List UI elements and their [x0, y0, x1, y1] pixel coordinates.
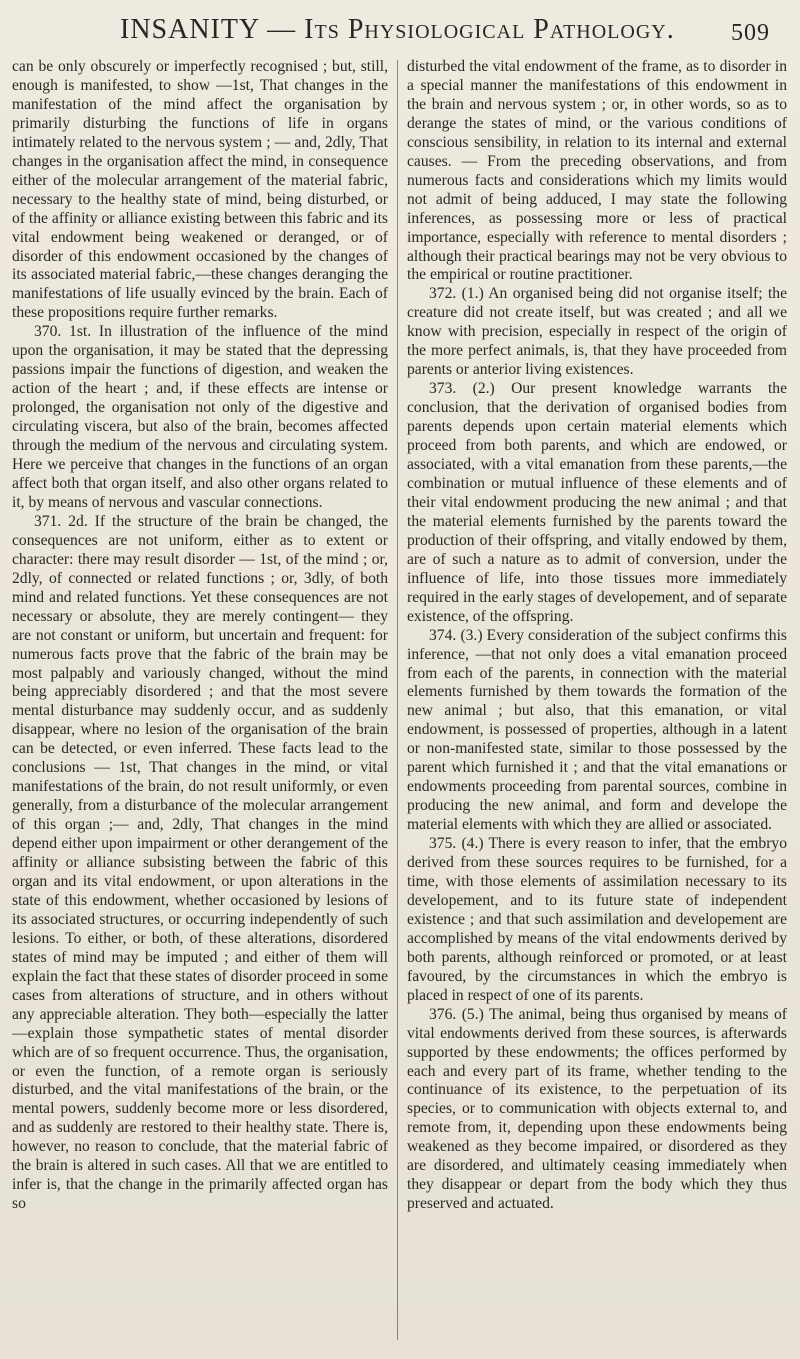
paragraph-continuation-right: disturbed the vital endowment of the frame, as to disorder in a special manner the manifestations of this endowment in the brain and nervous system ; or, in other words, so as to derange the states of mind, or the various conditions of conscious sensibility, in relation to its internal and external causes. — From the preceding observations, and from numerous facts and considerations which my limits would not admit of being adduced, I may state the following inferences, as possessing more or less of practical importance, especially with reference to mental disorders ; although their practical bearings may not be very obvious to the empirical or routine practitioner. [407, 58, 787, 284]
paragraph-375: 375. (4.) There is every reason to infer, that the embryo derived from these sources requires to be furnished, for a time, with those elements of assimilation necessary to its developement, and to its future state of independent existence ; and that such assimilation and developement are accomplished by means of the vital endowments derived by both parents, although reinforced or promoted, or at least favoured, by the circumstances in which the embryo is placed in respect of one of its parents. [407, 835, 787, 1004]
paragraph-374: 374. (3.) Every consideration of the subject confirms this inference, —that not only does a vital emanation proceed from each of the parents, in connection with the material elements furnished by them towards the formation of the new animal ; but also, that this emanation, or vital endowment, is possessed of properties, although in a latent or non-manifested state, similar to those possessed by the parent which furnished it ; and that the vital emanations or endowments proceeding from parental sources, combine in producing the new animal, and form and develope the material elements with which they are allied or associated. [407, 626, 787, 834]
running-title: INSANITY — Its Physiological Pathology. [120, 14, 675, 45]
paragraph-372: 372. (1.) An organised being did not organise itself; the creature did not create itself, but was created ; and all we know with precision, especially in respect of the origin of the more perfect animals, is, that they have proceeded from parents or anterior living existences. [407, 285, 787, 379]
right-column [407, 58, 787, 1214]
paragraph-continuation: can be only obscurely or imperfectly recognised ; but, still, enough is manifested, to show —1st, That changes in the manifestation of the mind affect the organisation by primarily disturbing the functions of life in organs intimately related to the nervous system ; — and, 2dly, That changes in the organisation affect the mind, in consequence either of the molecular arrangement of the material fabric, necessary to the healthy state of mind, being disturbed, or of the affinity or alliance existing between this fabric and its vital endowment being weakened or deranged, or of disorder of this endowment occasioned by the changes of its associated material fabric,—these changes deranging the manifestations of life usually evinced by the brain. Each of these propositions require further remarks. [12, 58, 388, 322]
paragraph-370: 370. 1st. In illustration of the influence of the mind upon the organisation, it may be stated that the depressing passions impair the functions of digestion, and weaken the action of the heart ; and, if these effects are intense or prolonged, the organisation not only of the digestive and circulating viscera, but also of the brain, becomes affected through the medium of the nervous and circulating system. Here we perceive that changes in the functions of an organ affect both that organ itself, and also other organs related to it, by means of nervous and vascular connections. [12, 323, 388, 511]
column-divider [397, 60, 398, 1340]
paragraph-376: 376. (5.) The animal, being thus organised by means of vital endowments derived from these sources, is afterwards supported by these endowments; the offices performed by each and every part of its frame, whether tending to the continuance of its existence, to the perpetuation of its species, or to communication with objects external to, and remote from, it, depending upon these endowments being weakened as they become impaired, or disordered as they are disordered, and ultimately ceasing immediately when they disappear or depart from the body which they thus preserved and actuated. [407, 1005, 787, 1213]
page-number: 509 [731, 20, 770, 46]
running-head [120, 14, 770, 54]
paragraph-373: 373. (2.) Our present knowledge warrants the conclusion, that the derivation of organised bodies from parents depends upon certain material elements which proceed from both parents, and which are endowed, or associated, with a vital emanation from these parents,—the combination or mutual influence of these elements and of their vital endowment producing the new animal ; and that the material elements furnished by the parents toward the production of their offspring, and vitally endowed by them, are of such a nature as to admit of conversion, under the influence of life, into those tissues more immediately required in the early stages of developement, and of separate existence, of the offspring. [407, 380, 787, 625]
paragraph-371: 371. 2d. If the structure of the brain be changed, the consequences are not uniform, either as to extent or character: there may result disorder — 1st, of the mind ; or, 2dly, of connected or related functions ; or, 3dly, of both mind and related functions. Yet these consequences are not necessary or absolute, they are merely contingent— they are not constant or uniform, but uncertain and frequent: for numerous facts prove that the fabric of the brain may be most palpably and variously changed, without the mind being appreciably disordered ; and that the most severe mental disturbance may suddenly occur, and as suddenly disappear, where no lesion of the organisation of the brain can be detected, or even inferred. These facts lead to the conclusions — 1st, That changes in the mind, or vital manifestations of the brain, do not result uniformly, or even generally, from a disturbance of the molecular arrangement of this organ ;— and, 2dly, That changes in the mind depend either upon impairment or other derangement of the affinity or alliance subsisting between the fabric of this organ and its vital endowment, or upon alterations in the state of this endowment, whether occasioned by lesions of its associated structures, or occurring independently of such lesions. To either, or both, of these alterations, disordered states of mind may be imputed ; and either of them will explain the fact that these states of disorder proceed in some cases from alterations of structure, and in others without any appreciable alteration. They both—especially the latter —explain those sympathetic states of mental disorder which are of so frequent occurrence. Thus, the organisation, or even the function, of a remote organ is seriously disturbed, and the vital manifestations of the brain, or the mental powers, suddenly become more or less disordered, and as suddenly are restored to their healthy state. There is, however, no reason to conclude, that the material fabric of the brain is altered in such cases. All that we are entitled to infer is, that the change in the primarily affected organ has so [12, 512, 388, 1213]
left-column [12, 58, 388, 1214]
